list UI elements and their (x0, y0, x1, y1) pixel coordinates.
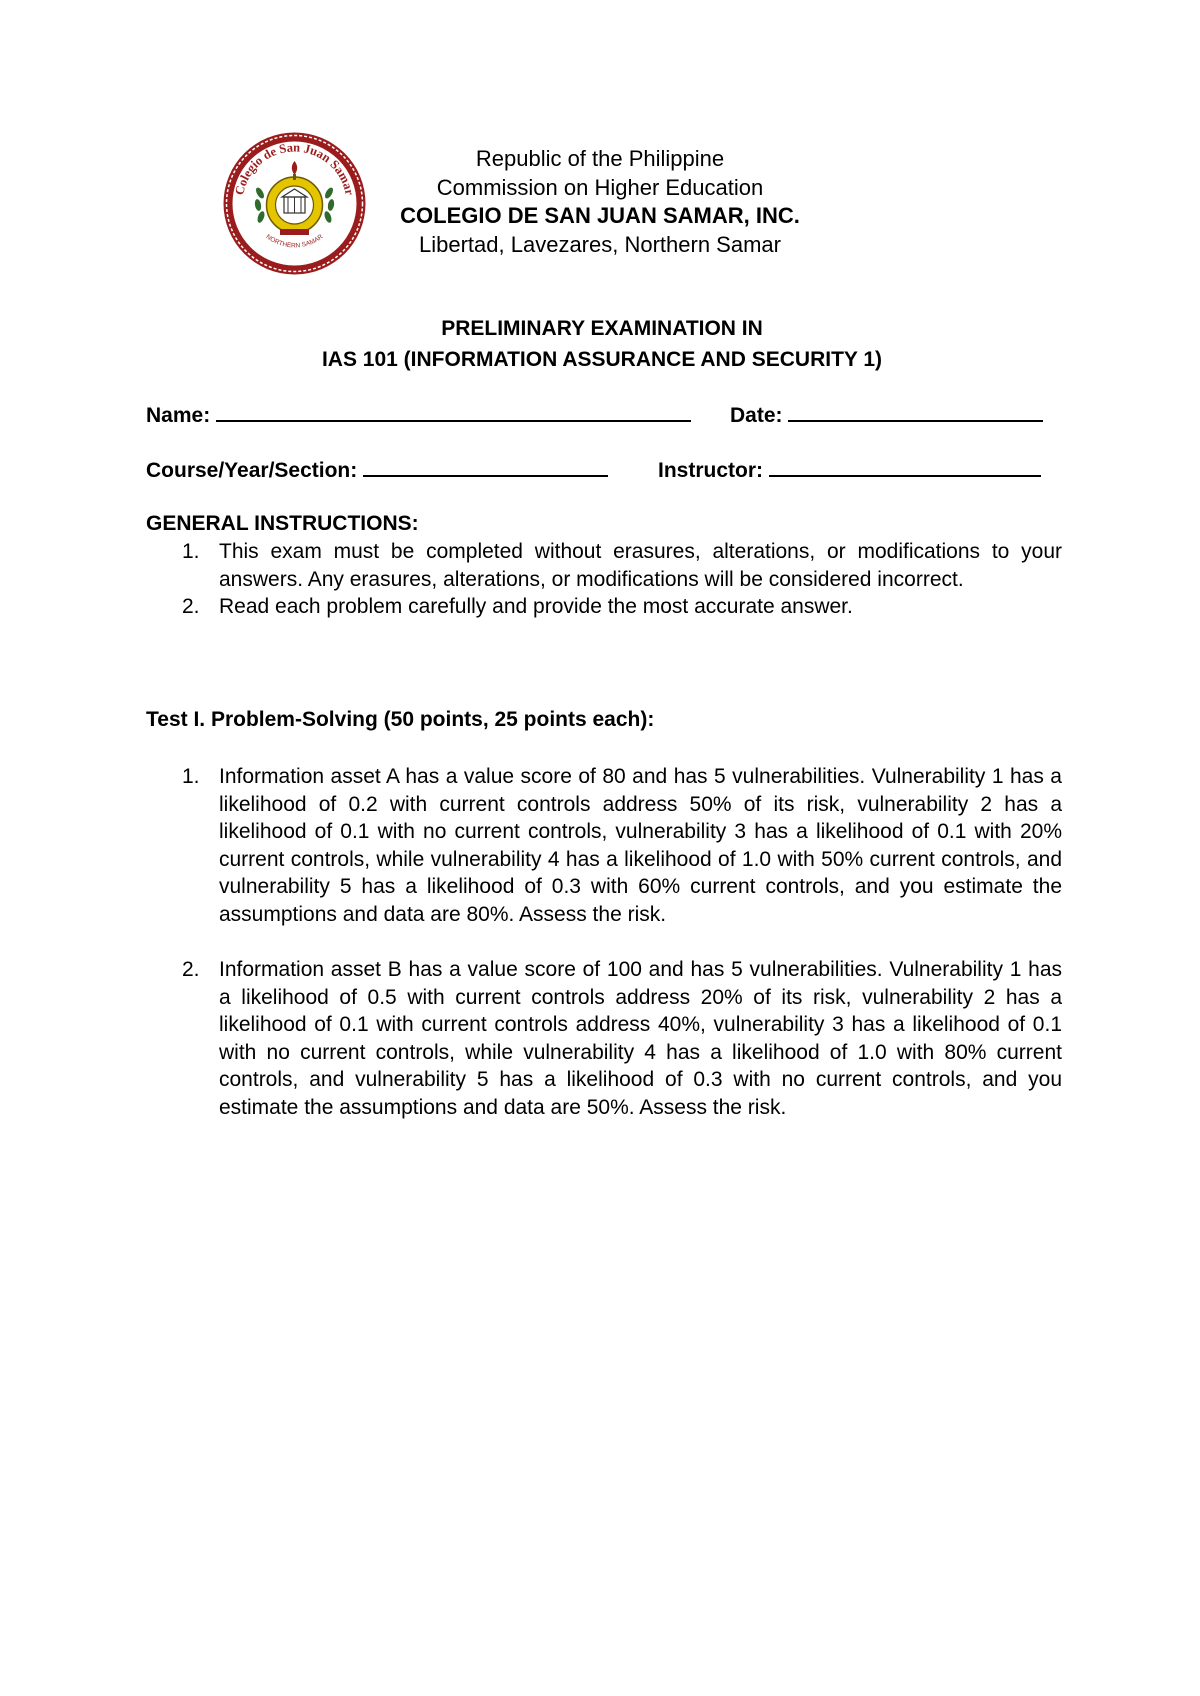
list-item-text: Read each problem carefully and provide the most accurate answer. (219, 595, 853, 618)
problem-text: Information asset B has a value score of 100 and has 5 vulnerabilities. Vulnerability 1 has a likelihood of 0.5 with current controls address 20% of its risk, vulnerability 2 has a likelihood of 0.1 with current controls address 40%, vulnerability 3 has a likelihood of 0.1 with no current controls, while vulnerability 4 has a likelihood of 1.0 with 80% current controls, and vulnerability 5 has a likelihood of 0.3 with no current controls, and you estimate the assumptions and data are 50%. Assess the risk. (219, 958, 1062, 1119)
date-blank-line (788, 400, 1043, 422)
commission-line: Commission on Higher Education (436, 174, 764, 200)
letterhead (360, 145, 840, 259)
instructor-field (658, 455, 1041, 484)
course-blank-line (363, 455, 608, 477)
name-label: Name: (146, 404, 211, 427)
seal-arc-text: Colegio de San Juan Samar (232, 140, 357, 197)
instructions-list (146, 538, 1062, 621)
school-seal-logo (222, 131, 367, 276)
list-item-number: 2. (182, 595, 200, 618)
problem-number: 2. (182, 958, 200, 981)
problem-text: Information asset A has a value score of 80 and has 5 vulnerabilities. Vulnerability 1 has a likelihood of 0.2 with current controls address 50% of its risk, vulnerability 2 has a likelihood of 0.1 with no current controls, vulnerability 3 has a likelihood of 0.1 with 20% current controls, while vulnerability 4 has a likelihood of 1.0 with 50% current controls, and vulnerability 5 has a likelihood of 0.3 with 60% current controls, and you estimate the assumptions and data are 80%. Assess the risk. (219, 765, 1062, 926)
instructor-blank-line (769, 455, 1041, 477)
date-label: Date: (730, 404, 783, 427)
exam-title-line-1: PRELIMINARY EXAMINATION IN (441, 317, 763, 340)
test-1-heading: Test I. Problem-Solving (50 points, 25 points each): (146, 708, 655, 731)
name-field (146, 400, 691, 429)
problem-number: 1. (182, 765, 200, 788)
school-address: Libertad, Lavezares, Northern Samar (419, 231, 781, 257)
course-field (146, 455, 608, 484)
exam-title-line-2: IAS 101 (INFORMATION ASSURANCE AND SECURITY 1) (321, 348, 883, 371)
problem-list (146, 763, 1062, 1121)
school-name: COLEGIO DE SAN JUAN SAMAR, INC. (400, 203, 800, 228)
instructions-heading: GENERAL INSTRUCTIONS: (146, 512, 419, 535)
list-item (146, 538, 1062, 593)
course-label: Course/Year/Section: (146, 459, 358, 482)
date-field (730, 400, 1043, 429)
list-item (146, 593, 1062, 621)
list-item-number: 1. (182, 540, 200, 563)
seal-bottom-text: NORTHERN SAMAR (264, 233, 325, 250)
list-item-text: This exam must be completed without erasures, alterations, or modifications to your answers. Any erasures, alterations, or modifications will be considered incorrect. (219, 540, 1062, 591)
problem-item (146, 763, 1062, 928)
problem-item (146, 956, 1062, 1121)
instructor-label: Instructor: (658, 459, 763, 482)
exam-title (146, 313, 1058, 375)
name-blank-line (216, 400, 691, 422)
republic-line: Republic of the Philippine (475, 146, 725, 171)
